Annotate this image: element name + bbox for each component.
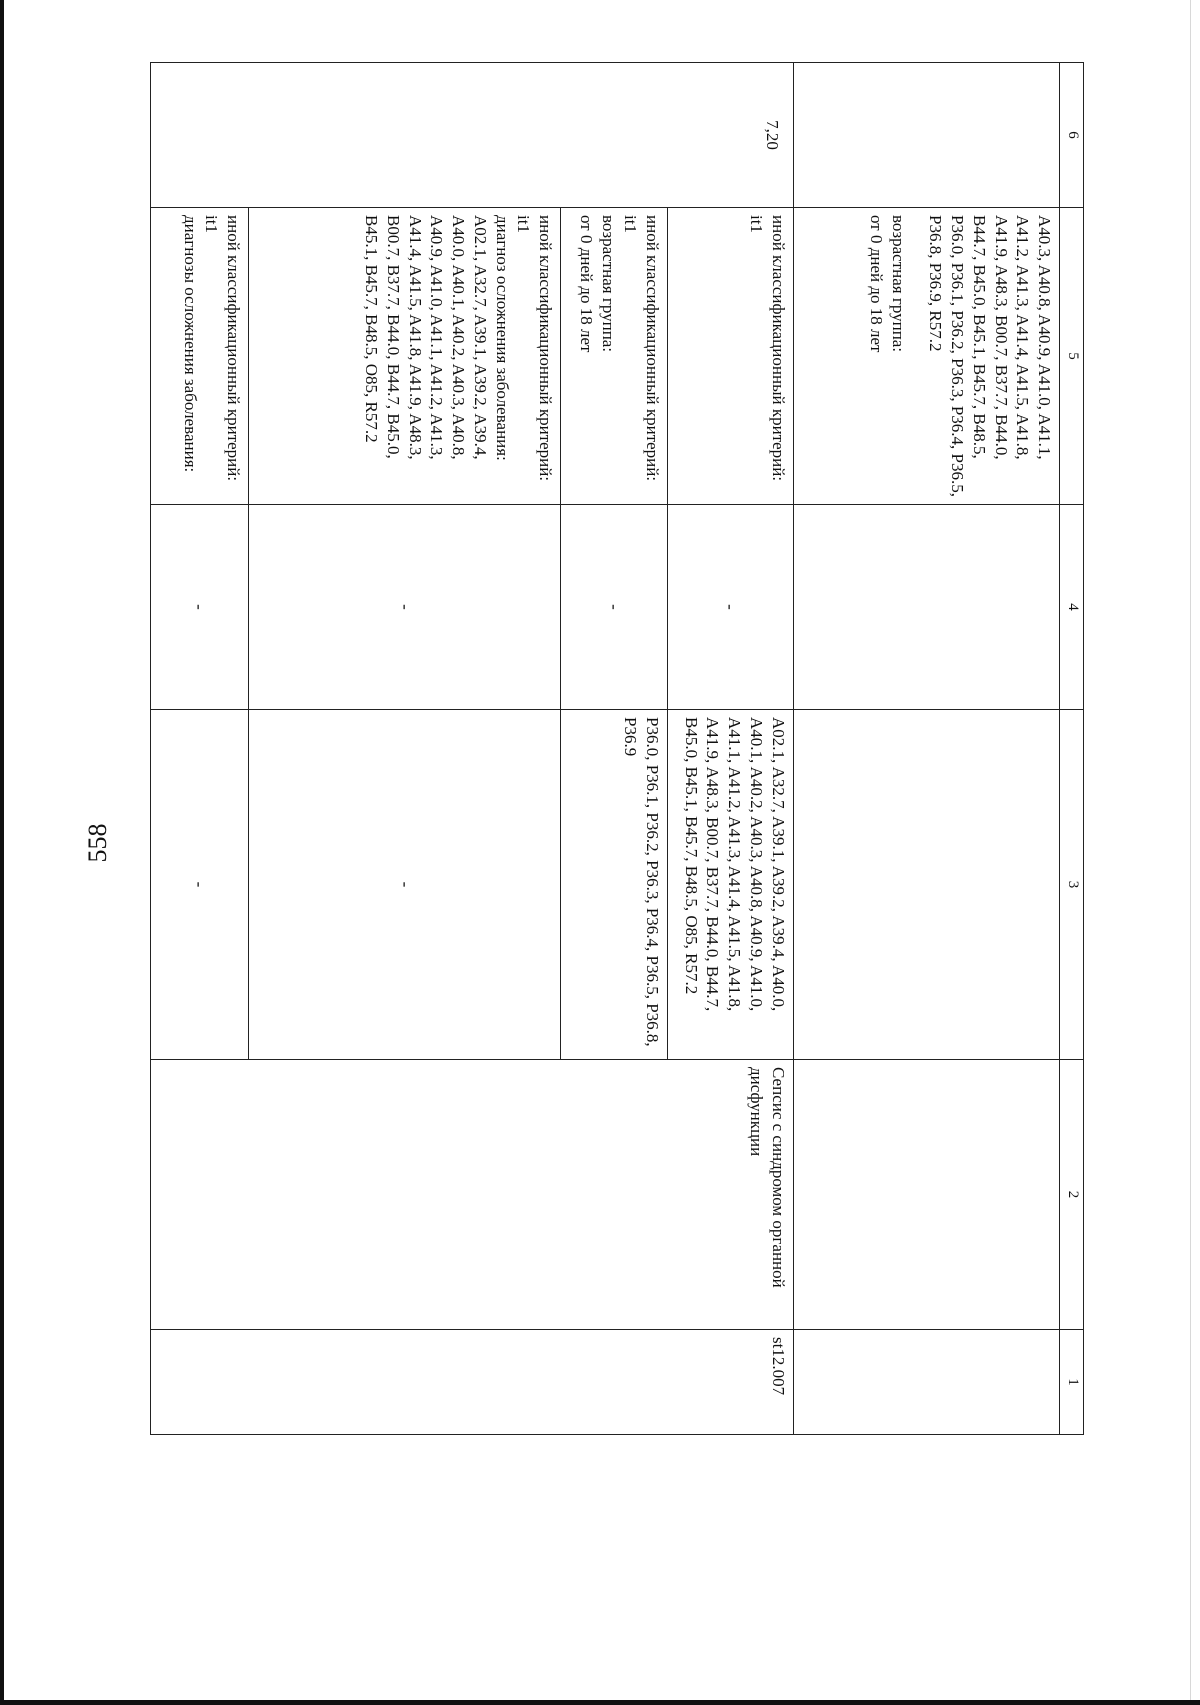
subrow2-col5-age-value: от 0 дней до 18 лет [577, 215, 597, 353]
cont-col6-cell [793, 63, 1060, 208]
subrow1-col5: иной классификационный критерий: it1 [667, 208, 793, 505]
group-name-cell: Сепсис с синдромом органной дисфункции [151, 1060, 794, 1330]
scan-left-border [0, 0, 4, 1705]
cont-col5-age-value: от 0 дней до 18 лет [867, 215, 886, 353]
subrow2-col4: - [561, 505, 667, 710]
subrow4-col5-complication-label: диагнозы осложнения заболевания: [180, 215, 200, 473]
subrow2-col5 [561, 208, 667, 505]
rotated-table-wrapper [150, 62, 1084, 1396]
column-header-4: 4 [1060, 505, 1084, 710]
subrow4-col5-criterion: иной классификационный критерий: it1 [202, 215, 244, 482]
main-subrow-1 [667, 63, 793, 1435]
cont-col5-age-label: возрастная группа: [888, 215, 908, 353]
scan-right-line [1190, 0, 1191, 1705]
column-header-row [1060, 63, 1084, 1435]
column-header-5: 5 [1060, 208, 1084, 505]
scan-bottom-border [0, 1700, 1200, 1705]
cont-col3-cell [793, 710, 1060, 1060]
cont-col2-cell [793, 1060, 1060, 1330]
subrow4-col5 [151, 208, 249, 505]
subrow3-col4: - [249, 505, 561, 710]
subrow3-col3: - [249, 710, 561, 1060]
group-code-cell: st12.007 [151, 1330, 794, 1435]
cont-col1-cell [793, 1330, 1060, 1435]
subrow2-col5-age-label: возрастная группа: [599, 215, 619, 353]
subrow3-col5 [249, 208, 561, 505]
continuation-row [793, 63, 1060, 1435]
tariff-table [150, 62, 1084, 1435]
coefficient-cell: 7,20 [151, 63, 794, 208]
subrow3-col5-codes: A02.1, A32.7, A39.1, A39.2, A39.4, A40.0, A40.1, A40.2, A40.3, A40.8, A40.9, A41.0, A41.1, A41.2, A41.3, A41.4, A41.5, A41.8, A41.9, A48.3, B00.7, B37.7, B44.0, B44.7, B45.0, B45.1, B45.7, B48.5, O85, R57.2 [362, 215, 490, 460]
subrow4-col3: - [151, 710, 249, 1060]
subrow2-col3: P36.0, P36.1, P36.2, P36.3, P36.4, P36.5, P36.8, P36.9 [561, 710, 667, 1060]
cont-col4-cell [793, 505, 1060, 710]
subrow4-col4: - [151, 505, 249, 710]
cont-col5-cell [793, 208, 1060, 505]
cont-col5-codes: A40.3, A40.8, A40.9, A41.0, A41.1, A41.2, A41.3, A41.4, A41.5, A41.8, A41.9, A48.3, B00.7, B37.7, B44.0, B44.7, B45.0, B45.1, B45.7, B48.5, P36.0, P36.1, P36.2, P36.3, P36.4, P36.5, P36.8, P36.9, R57.2 [926, 215, 1055, 497]
subrow1-col4: - [667, 505, 793, 710]
subrow3-col5-complication-label: диагноз осложнения заболевания: [492, 215, 512, 461]
column-header-3: 3 [1060, 710, 1084, 1060]
column-header-6: 6 [1060, 63, 1084, 208]
subrow3-col5-criterion: иной классификационный критерий: it1 [514, 215, 556, 482]
subrow1-col3: A02.1, A32.7, A39.1, A39.2, A39.4, A40.0, A40.1, A40.2, A40.3, A40.8, A40.9, A41.0, A41.1, A41.2, A41.3, A41.4, A41.5, A41.8, A41.9, A48.3, B00.7, B37.7, B44.0, B44.7, B45.0, B45.1, B45.7, B48.5, O85, R57.2 [667, 710, 793, 1060]
page-number: 558 [83, 823, 112, 863]
column-header-2: 2 [1060, 1060, 1084, 1330]
subrow2-col5-criterion: иной классификационный критерий: it1 [620, 215, 662, 482]
column-header-1: 1 [1060, 1330, 1084, 1435]
